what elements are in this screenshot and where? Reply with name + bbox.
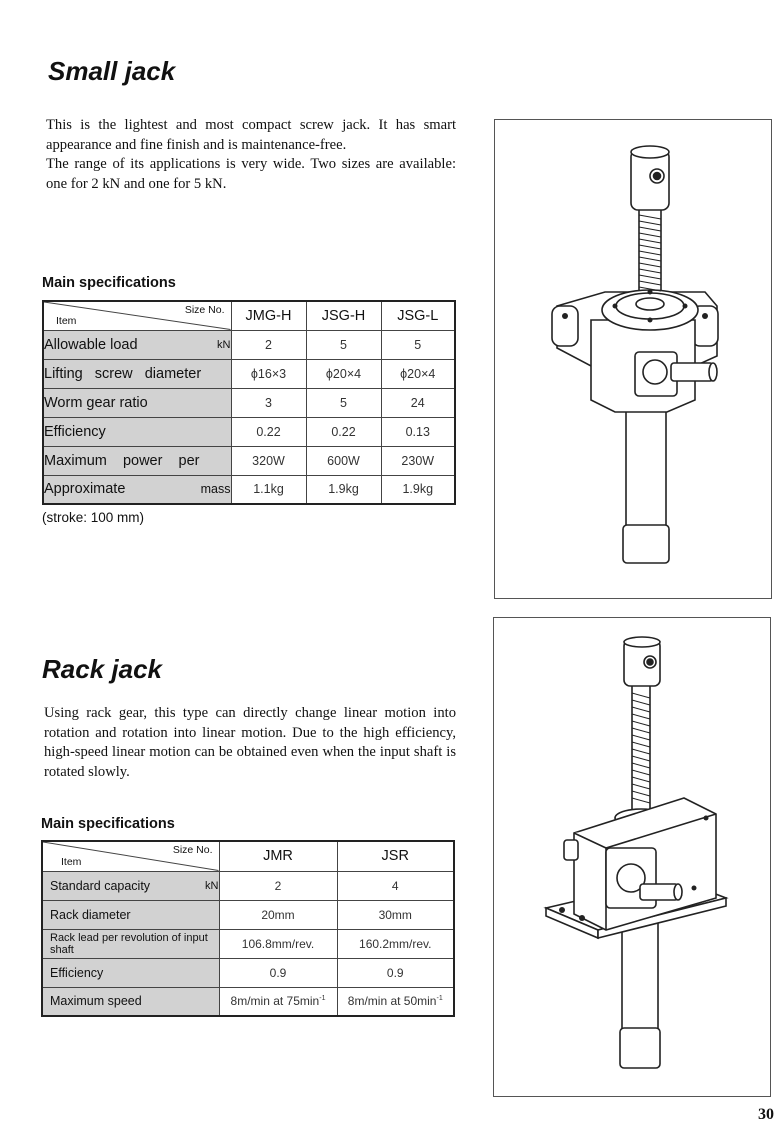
table-cell: 1.1kg bbox=[231, 475, 306, 504]
rack-jack-illustration bbox=[494, 618, 770, 1096]
exponent: -1 bbox=[319, 995, 326, 1003]
row-label: Worm gear ratio bbox=[43, 388, 231, 417]
table-row bbox=[43, 475, 455, 504]
table-cell: 600W bbox=[306, 446, 381, 475]
table-row bbox=[43, 417, 455, 446]
corner-size-label: Size No. bbox=[184, 304, 225, 316]
table-cell: 0.9 bbox=[219, 958, 337, 987]
rack-jack-spec-heading: Main specifications bbox=[41, 816, 175, 832]
rack-jack-intro-p1: Using rack gear, this type can directly change linear motion into rotation and rotation into linear motion. Due to the high efficiency, high-speed linear motion can be obtained even when the input shaft is rotated slowly. bbox=[44, 705, 456, 780]
rack-jack-header-row bbox=[42, 841, 454, 871]
table-row bbox=[43, 446, 455, 475]
table-cell: 106.8mm/rev. bbox=[219, 929, 337, 958]
table-row bbox=[42, 929, 454, 958]
table-cell: 4 bbox=[337, 871, 454, 900]
small-screw-jack-illustration bbox=[495, 120, 771, 598]
column-header-jsr: JSR bbox=[337, 841, 454, 871]
table-cell: 1.9kg bbox=[306, 475, 381, 504]
table-cell: ϕ20×4 bbox=[306, 359, 381, 388]
table-cell: ϕ20×4 bbox=[381, 359, 455, 388]
table-cell: 8m/min at $50\min^{-1}$ bbox=[337, 987, 454, 1016]
table-cell: 30mm bbox=[337, 900, 454, 929]
table-row bbox=[42, 900, 454, 929]
row-label: Maximum speed bbox=[42, 987, 219, 1016]
table-row bbox=[42, 958, 454, 987]
table-cell: 20mm bbox=[219, 900, 337, 929]
small-jack-intro-p2: The range of its applications is very wide. Two sizes are available: one for 2 kN and one for 5 kN. bbox=[46, 156, 456, 192]
table-corner-cell bbox=[42, 841, 219, 871]
table-cell: ϕ16×3 bbox=[231, 359, 306, 388]
exponent: -1 bbox=[436, 995, 443, 1003]
small-jack-spec-table bbox=[42, 300, 456, 505]
row-label: Maximum power per bbox=[43, 446, 231, 475]
small-jack-figure bbox=[494, 119, 772, 599]
table-cell: 8m/min at $75\min^{-1}$ bbox=[219, 987, 337, 1016]
column-header-jmr: JMR bbox=[219, 841, 337, 871]
table-corner-cell bbox=[43, 301, 231, 330]
table-cell: 24 bbox=[381, 388, 455, 417]
rack-jack-figure bbox=[493, 617, 771, 1097]
table-cell: 2 bbox=[219, 871, 337, 900]
row-label: Rack diameter bbox=[42, 900, 219, 929]
small-jack-spec-heading: Main specifications bbox=[42, 275, 176, 291]
table-cell: 1.9kg bbox=[381, 475, 455, 504]
row-label: Efficiency bbox=[42, 958, 219, 987]
table-cell: 2 bbox=[231, 330, 306, 359]
table-row bbox=[43, 388, 455, 417]
rack-jack-intro bbox=[44, 704, 456, 782]
table-cell: 3 bbox=[231, 388, 306, 417]
row-label: Lifting screw diameter bbox=[43, 359, 231, 388]
row-label: Efficiency bbox=[43, 417, 231, 446]
rack-jack-spec-table bbox=[41, 840, 455, 1017]
table-cell: 5 bbox=[306, 388, 381, 417]
small-jack-title: Small jack bbox=[48, 56, 176, 86]
row-unit: kN bbox=[217, 338, 231, 351]
small-jack-header-row bbox=[43, 301, 455, 330]
table-cell: 0.22 bbox=[231, 417, 306, 446]
small-jack-intro bbox=[46, 116, 456, 194]
row-unit: mass bbox=[200, 482, 231, 497]
row-label: Approximate mass bbox=[43, 475, 231, 504]
column-header-jsg-l: JSG-L bbox=[381, 301, 455, 330]
corner-item-label: Item bbox=[56, 314, 77, 327]
page-number: 30 bbox=[758, 1106, 774, 1123]
table-row bbox=[42, 871, 454, 900]
table-cell: 0.9 bbox=[337, 958, 454, 987]
table-row bbox=[42, 987, 454, 1016]
corner-item-label: Item bbox=[61, 855, 82, 868]
table-cell: 160.2mm/rev. bbox=[337, 929, 454, 958]
small-jack-intro-p1: This is the lightest and most compact screw jack. It has smart appearance and fine finish and is maintenance-free. bbox=[46, 117, 456, 153]
row-label: Allowable load kN bbox=[43, 330, 231, 359]
column-header-jmg-h: JMG-H bbox=[231, 301, 306, 330]
table-cell: 230W bbox=[381, 446, 455, 475]
table-cell: 320W bbox=[231, 446, 306, 475]
stroke-note: (stroke: 100 mm) bbox=[42, 510, 145, 525]
table-cell: 5 bbox=[381, 330, 455, 359]
row-label: Rack lead per revolution of input shaft bbox=[42, 929, 219, 958]
table-cell: 0.13 bbox=[381, 417, 455, 446]
table-cell: 0.22 bbox=[306, 417, 381, 446]
row-unit: kN bbox=[205, 879, 219, 892]
table-row bbox=[43, 330, 455, 359]
corner-size-label: Size No. bbox=[172, 844, 213, 856]
table-cell: 5 bbox=[306, 330, 381, 359]
column-header-jsg-h: JSG-H bbox=[306, 301, 381, 330]
table-row bbox=[43, 359, 455, 388]
row-label: Standard capacity kN bbox=[42, 871, 219, 900]
rack-jack-title: Rack jack bbox=[42, 654, 162, 684]
